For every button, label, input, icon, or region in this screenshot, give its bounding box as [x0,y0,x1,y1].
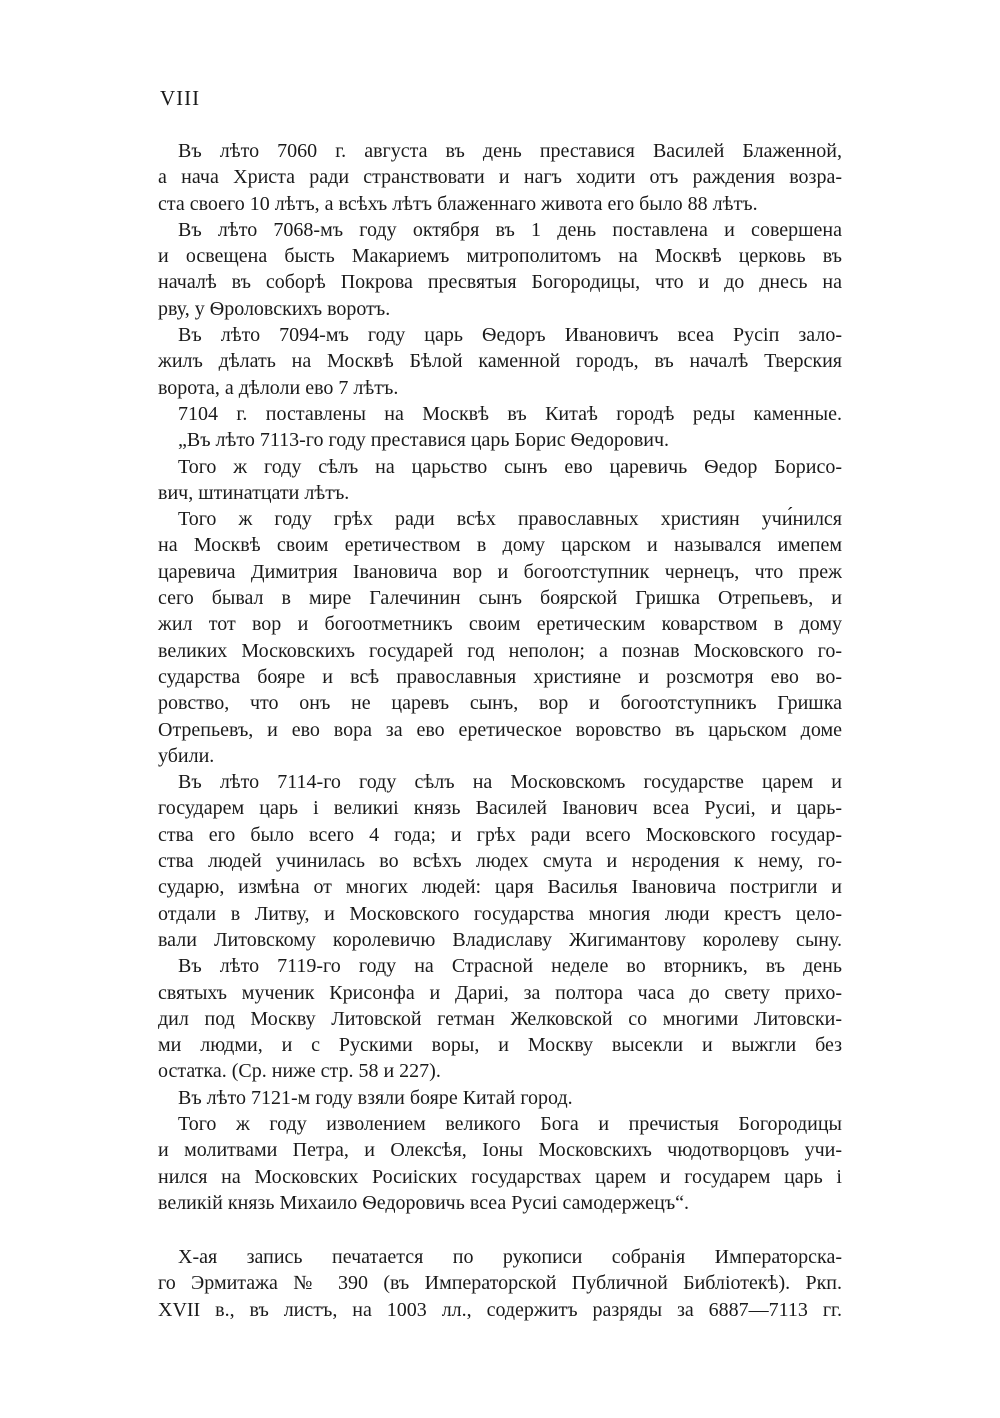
body-text-line: началѣ въ соборѣ Покрова пресвятыя Богородицы, что и до днесь на [158,271,842,294]
body-text-line: Въ лѣто 7119-го году на Страсной неделе во вторникъ, въ день [178,955,842,978]
body-text-line: Въ лѣто 7068-мъ году октября въ 1 день поставлена и совершена [178,218,842,241]
body-text-line: на Москвѣ своим еретичеством в дому царском и назывался имепем [158,534,842,557]
body-text-line: великих Московскихъ государей год неполон; а познав Московского го- [158,639,842,662]
body-text-line: нился на Московских Росиіских государствах царем и государем царь і [158,1165,842,1188]
body-text-line: сударю, измѣна от многих людей: царя Василья Івановича постригли и [158,876,842,899]
body-text-line: Того ж году сѣлъ на царьство сынъ ево царевичь Ѳедор Борисо- [178,455,842,478]
body-text-line: и молитвами Петра, и Олексѣя, Іоны Московскихъ чюдотворцовъ учи- [158,1139,842,1162]
body-text-line: рву, у Ѳроловскихъ воротъ. [158,297,391,320]
body-text-line: 7104 г. поставлены на Москвѣ въ Китаѣ городѣ реды каменные. [178,402,842,425]
body-text-line: Въ лѣто 7060 г. августа въ день преставися Василей Блаженной, [178,140,842,162]
body-text-line: ства людей учинилась во всѣхъ людех смута и нεродения к нему, го- [158,850,842,873]
section-gap [158,1216,842,1244]
body-text-line: ворота, а дѣлоли ево 7 лѣтъ. [158,376,399,399]
body-text-line: Того ж году грѣх ради всѣх православных християн учи́нился [178,508,842,531]
body-text-line: и освещена бысть Макариемъ митрополитомъ на Москвѣ церковь въ [158,245,842,268]
body-text-line: ми людми, и с Рускими воры, и Москву высекли и выжгли без [158,1034,842,1057]
body-text-line: „Въ лѣто 7113-го году преставися царь Борис Ѳедорович. [178,429,670,452]
editorial-note [158,1244,842,1323]
body-text-line: ства его было всего 4 года; и грѣх ради всего Московского государ- [158,823,842,846]
body-text-line: а нача Христа ради странствовати и нагъ ходити отъ раждения возра- [158,166,842,189]
body-text-line: ровство, что онъ не царевъ сынъ, вор и богоотступникъ Гришка [158,692,842,715]
chronicle-text [158,138,842,1216]
body-text-line: Отрепьевъ, и ево вора за ево еретическое воровство въ царьском доме [158,718,842,741]
body-text-line: вич, штинатцати лѣтъ. [158,481,350,504]
body-text-line: убили. [158,744,215,767]
body-text-line: Въ лѣто 7121-м году взяли бояре Китай город. [178,1086,573,1109]
body-text-line: вали Литовскому королевичю Владиславу Жигимантову королеву сыну. [158,928,842,951]
note-text-line: Х-ая запись печатается по рукописи собранія Императорска- [178,1246,842,1269]
body-text-line: сего бывал в мире Галечинин сынъ боярской Гришка Отрепьевъ, и [158,587,842,610]
body-text-line: отдали в Литву, и Московского государства многия люди крестъ цело- [158,902,842,925]
body-text-line: царевича Димитрия Івановича вор и богоотступник чернецъ, что преж [158,560,842,583]
body-text-line: жилъ дѣлать на Москвѣ Бѣлой каменной городъ, въ началѣ Тверския [158,350,842,373]
page-text [158,138,842,1323]
body-text-line: ста своего 10 лѣтъ, а всѣхъ лѣтъ блаженнаго живота его было 88 лѣтъ. [158,192,758,215]
body-text-line: сударства бояре и всѣ православныя християне и розсмотря ево во- [158,665,842,688]
body-text-line: Въ лѣто 7094-мъ году царь Ѳедоръ Ивановичъ всеа Русіп зало- [178,324,842,347]
body-text-line: государем царь і великиі князь Василей Іванович всеа Русиі, и царь- [158,797,842,820]
body-text-line: Въ лѣто 7114-го году сѣлъ на Московскомъ государстве царем и [178,771,842,794]
body-text-line: остатка. (Ср. ниже стр. 58 и 227). [158,1060,441,1083]
note-text-line: XVII в., въ листъ, на 1003 лл., содержитъ разряды за 6887—7113 гг. [158,1298,842,1321]
page-number: VIII [160,86,201,110]
body-text-line: жил тот вор и богоотметникъ своим еретическим коварством в дому [158,613,842,636]
body-text-line: великій князь Михаило Ѳедоровичь всеа Русиі самодержецъ“. [158,1191,690,1214]
body-text-line: святыхъ мученик Крисонфа и Дариі, за полтора часа до свету прихо- [158,981,842,1004]
note-text-line: го Эрмитажа № 390 (въ Императорской Публичной Библіотекѣ). Ркп. [158,1272,842,1295]
body-text-line: дил под Москву Литовской гетман Желковской со многими Литовски- [158,1007,842,1030]
body-text-line: Того ж году изволением великого Бога и пречистыя Богородицы [178,1112,842,1135]
